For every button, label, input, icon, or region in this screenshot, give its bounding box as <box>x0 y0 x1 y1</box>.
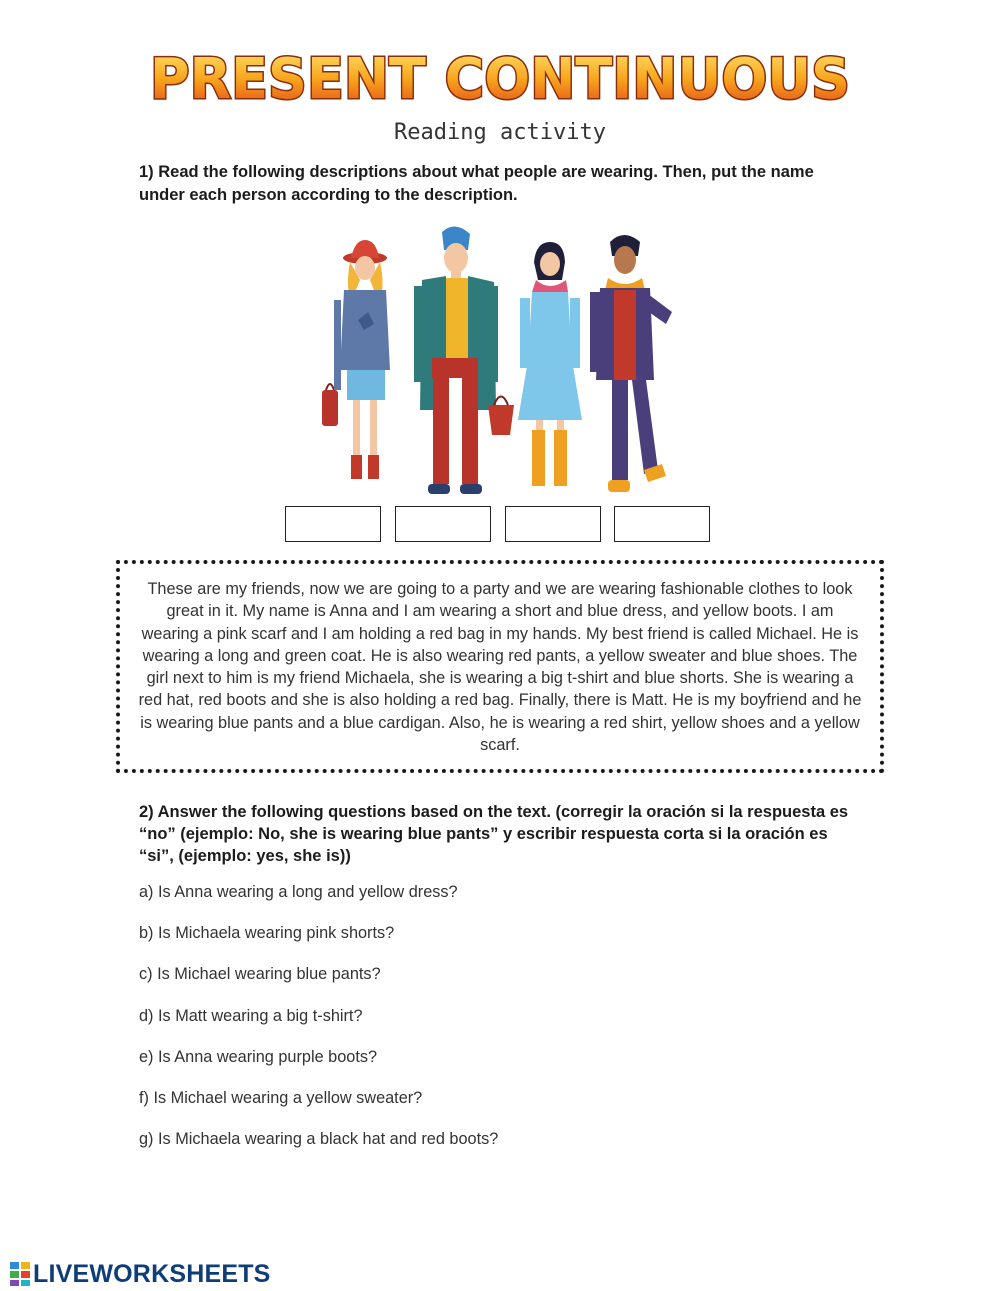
reading-text: These are my friends, now we are going to a party and we are wearing fashionable clothes to look great in it. My name is Anna and I am wearing a short and blue dress, and yellow boots. I am wearing a pink scarf and I am holding a red bag in my hands. My best friend is called Michael. He is wearing a long and green coat. He is also wearing red pants, a yellow sweater and blue shoes. The girl next to him is my friend Michaela, she is wearing a big t-shirt and blue shorts. She is wearing a red hat, red boots and she is also holding a red bag. Finally, there is Matt. He is my boyfriend and he is wearing blue pants and a blue cardigan. Also, he is wearing a red shirt, yellow shoes and a yellow scarf. <box>138 580 862 755</box>
page-title: PRESENT CONTINUOUS <box>150 47 850 110</box>
reading-text-box <box>116 560 884 773</box>
section2-instruction: 2) Answer the following questions based on the text. (corregir la oración si la respuesta es “no” (ejemplo: No, she is wearing blue pants” y escribir respuesta corta si la oración es “si”, (ejemplo: yes, she is)) <box>139 803 849 865</box>
question-e: e) Is Anna wearing purple boots? <box>139 1048 378 1066</box>
footer-brand-text: LIVEWORKSHEETS <box>33 1259 271 1288</box>
person-michael <box>414 226 498 494</box>
name-box-1[interactable] <box>285 506 381 542</box>
name-box-2[interactable] <box>395 506 491 542</box>
name-box-4[interactable] <box>614 506 710 542</box>
footer-brand <box>10 1260 271 1288</box>
title-banner <box>140 46 860 110</box>
name-box-3[interactable] <box>505 506 601 542</box>
liveworksheets-logo-icon <box>10 1262 30 1286</box>
person-anna <box>488 242 582 486</box>
question-d: d) Is Matt wearing a big t-shirt? <box>139 1007 363 1025</box>
question-b: b) Is Michaela wearing pink shorts? <box>139 924 395 942</box>
page-subtitle: Reading activity <box>394 120 606 145</box>
person-matt <box>590 235 672 492</box>
section1-instruction: 1) Read the following descriptions about what people are wearing. Then, put the name under each person according to the description. <box>139 163 814 204</box>
question-g: g) Is Michaela wearing a black hat and red boots? <box>139 1130 499 1148</box>
question-c: c) Is Michael wearing blue pants? <box>139 965 381 983</box>
question-f: f) Is Michael wearing a yellow sweater? <box>139 1089 423 1107</box>
question-a: a) Is Anna wearing a long and yellow dress? <box>139 883 458 901</box>
person-michaela <box>322 240 390 479</box>
people-illustration <box>300 220 700 510</box>
